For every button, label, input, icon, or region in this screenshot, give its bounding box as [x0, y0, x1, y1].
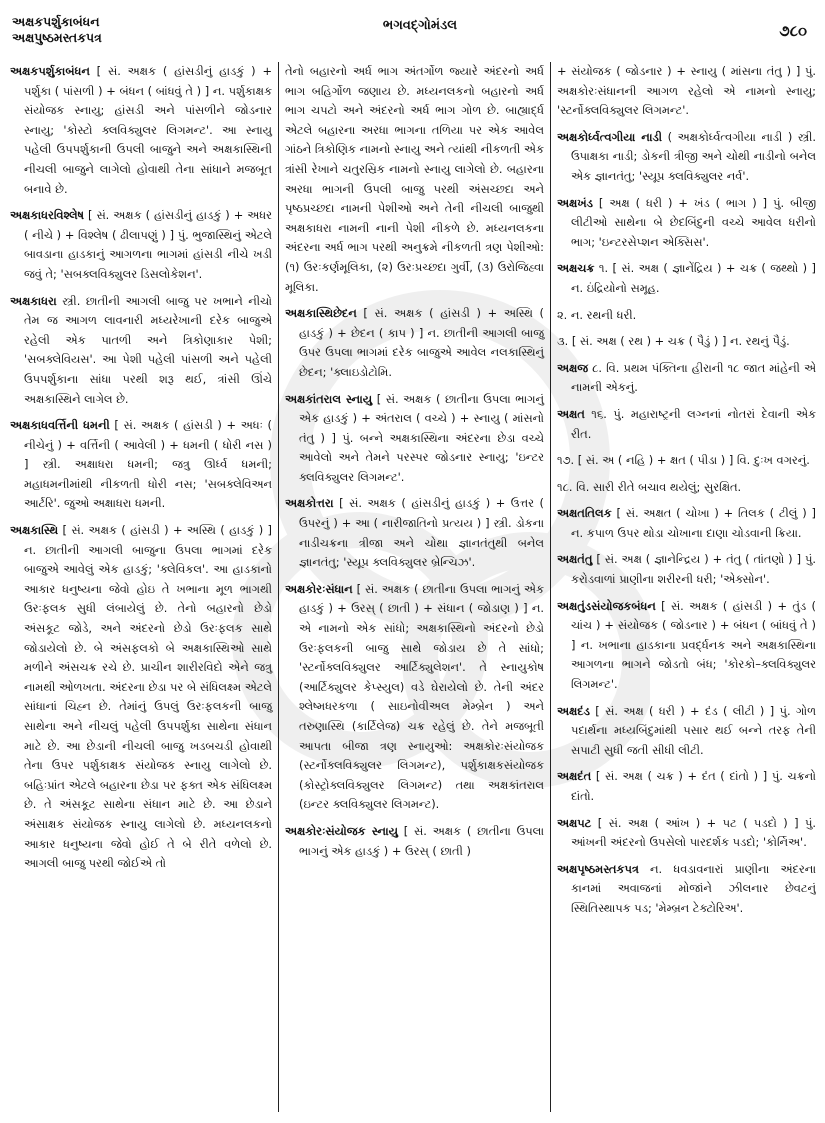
entry-headword: અક્ષકાધવર્ત્તિની ધમની [10, 418, 110, 433]
dictionary-entry [10, 521, 272, 874]
entry-headword: અક્ષત [557, 406, 585, 421]
entry-headword: અક્ષતતિલક [557, 506, 612, 521]
entry-definition: [ સં. અક્ષક ( હાંસડીનું હાડકું ) + ઉત્તર ( ઉપરનું ) + આ ( નારીજાતિનો પ્રત્યય ) ] સ્ત્રી. ડોકના નાડીચક્રના ત્રીજા અને ચોથા જ્ઞાનતંતુથી બનેલ જ્ઞાનતંતુ; 'સ્યૂપ્ર ક્લવિક્યુલર બ્રેન્ચિઝ'. [299, 496, 544, 570]
entry-headword: અક્ષતુંડસંયોજકબંધન [557, 598, 656, 613]
entry-definition: [ સં. અક્ષ ( આંખ ) + પટ ( પડદો ) ] પું. આંખની અંદરનો ઉપસેલો પારદર્શક પડદો; 'કોર્નિઅ'. [571, 815, 816, 850]
entry-definition: [ સં. અક્ષક ( હાંસડી ) + તુંડ ( ચાંચ ) + સંયોજક ( જોડનાર ) + બંધન ( બાંધવું તે ) ] ન. ખભાના હાડકાના પ્રવર્દ્ધનક અને અક્ષકાસ્થિના આગળના ભાગને જોડતો બંધ; 'કોરકો–ક્લવિક્યુલર લિગમન્ટ'. [571, 598, 816, 692]
dictionary-entry [557, 504, 816, 543]
entry-definition: ૮. વિ. પ્રથમ પંક્તિના હીરાની ૧૮ જાત માંહેની એ નામની એકનું. [571, 360, 816, 395]
column-1 [10, 62, 278, 1112]
dictionary-entry [557, 194, 816, 253]
entry-headword: અક્ષકાંતરાલ સ્નાયુ [285, 391, 373, 406]
entry-definition: ૨. ન. રથની ધરી. [557, 307, 637, 322]
entry-headword: અક્ષખંડ [557, 195, 593, 210]
dictionary-entry [557, 128, 816, 187]
entry-headword: અક્ષકોરઃસંધાન [285, 581, 353, 596]
entry-definition: [ સં. અક્ષ ( ધરી ) + દંડ ( લીટી ) ] પું. ગોળ પદાર્થના મધ્યબિંદુમાંથી પસાર થઈ બન્ને તરફ તેની સપાટી સુધી જતી સીધી લીટી. [571, 703, 816, 757]
entry-headword: અક્ષકોત્તરા [285, 496, 334, 511]
column-3 [550, 62, 816, 1112]
entry-headword: અક્ષદંત [557, 769, 592, 784]
dictionary-entry [557, 767, 816, 806]
page-header [0, 0, 825, 56]
entry-definition: ( અક્ષકોર્ધ્વત્વગીયા નાડી ) સ્ત્રી. ઉપાક્ષકા નાડી; ડોકની ત્રીજી અને ચોથી નાડીનો બનેલ એક જ્ઞાનતંતુ; 'સ્યૂપ્ર ક્લવિક્યુલર નર્વ'. [571, 129, 816, 183]
entry-definition: [ સં. અક્ષક ( છાતીના ઉપલા ભાગનું એક હાડકું ) + ઉરસ્ ( છાતી ) + સંધાન ( જોડાણ ) ] ન. એ નામનો એક સાંધો; અક્ષકાસ્થિનો અંદરનો છેડો ઉરઃફલકની બાજુ સાથે જોડાય છે તે સાંધો; 'સ્ટર્નોક્લવિક્યુલર આર્ટિક્યુલેશન'. તે સ્નાયુકોષ (આર્ટિક્યુલર કેપ્સ્યુલ) વડે ઘેરાયેલો છે. તેની અંદર શ્લેષ્મધરકળા ( સાઇનોવીઅલ મેમ્બ્રેન ) અને તરુણાસ્થિ (કાર્ટિલેજ) ચક્ર રહેલું છે. તેને મજબૂતી આપતા બીજા ત્રણ સ્નાયુઓ: અક્ષકોરઃસંયોજક (સ્ટર્નોક્લવિક્યુલર લિગમન્ટ), પર્શુકાક્ષકસંયોજક (કોસ્ટ્રોક્લવિક્યુલર લિગમન્ટ) તથા અક્ષકાંતરાલ (ઇન્ટર ક્લવિક્યુલર લિગમન્ટ). [299, 581, 544, 812]
dictionary-entry [557, 814, 816, 853]
dictionary-entry [10, 292, 272, 410]
entry-definition: ૧૬. પું. મહારાષ્ટ્રની લગ્નનાં નોતરાં દેવાની એક રીત. [571, 406, 816, 441]
entry-definition: [ સં. અક્ષક ( છાતીના ઉપલા ભાગનું એક હાડકું ) + ઉરસ્ ( છાતી ) [299, 823, 544, 858]
dictionary-entry [557, 405, 816, 444]
entry-definition: [ સં. અક્ષ ( જ્ઞાનેન્દ્રિય ) + તંતુ ( તાંતણો ) ] પું. કરોડવાળાં પ્રાણીના શરીરની ધરી; 'એક્સોન'. [571, 552, 816, 587]
dictionary-entry [557, 860, 816, 919]
entry-headword: અક્ષકાધરા [10, 293, 57, 308]
entry-definition: ૧૮. વિ. સારી રીતે બચાવ થયેલું; સુરક્ષિત. [557, 479, 742, 494]
entry-definition: ૧૭. [ સં. અ ( નહિ ) + ક્ષત ( પીડા ) ] વિ. દુઃખ વગરનું. [557, 453, 810, 468]
dictionary-entry [557, 702, 816, 761]
dictionary-entry [285, 822, 544, 861]
entry-definition: [ સં. અક્ષક ( છાતીના ઉપલા ભાગનું એક હાડકું ) + અંતરાલ ( વચ્ચે ) + સ્નાયુ ( માંસનો તંતુ ) ] પું. બન્ને અક્ષકાસ્થિના અંદરના છેડા વચ્ચે આવેલો અને તેમને પરસ્પર જોડનાર સ્નાયુ; 'ઇન્ટર ક્લવિક્યુલર લિગમન્ટ'. [299, 391, 544, 484]
entry-definition: [ અક્ષ ( ધરી ) + ખંડ ( ભાગ ) ] પું. બીજી લીટીઓ સાથેના બે છેદબિંદુની વચ્ચે આવેલ ધરીનો ભાગ; 'ઇન્ટરસેપ્શન એક્સિસ'. [571, 195, 816, 249]
entry-definition: [ સં. અક્ષ ( ચક્ર ) + દંત ( દાંતો ) ] પું. ચક્રનો દાંતો. [571, 769, 816, 803]
entry-headword: અક્ષતંતુ [557, 552, 593, 567]
dictionary-entry [557, 550, 816, 589]
dictionary-entry [557, 359, 816, 398]
entry-definition: ૧. [ સં. અક્ષ ( જ્ઞાનેંદ્રિય ) + ચક્ર ( જથ્થો ) ] ન. ઇંદ્રિયોનો સમૂહ. [571, 261, 816, 295]
entry-headword: અક્ષપટ [557, 815, 592, 830]
guide-word-first: અક્ષકપર્શુકાબંધન [12, 14, 100, 29]
dictionary-columns [10, 62, 816, 1112]
guide-words [12, 14, 102, 46]
entry-headword: અક્ષકાસ્થિછેદન [285, 306, 357, 321]
dictionary-entry [10, 62, 272, 199]
entry-headword: અક્ષચક્ર [557, 261, 595, 276]
dictionary-sense [557, 332, 816, 352]
entry-definition: [ સં. અક્ષક ( હાંસડીનું હાડકું ) + અધર ( નીચે ) + વિશ્લેષ ( ઢીલાપણું ) ] પું. ભુજાસ્થિનું એટલે બાવડાના હાડકાનું આગળના ભાગમાં હાંસડી નીચે ખડી જવું તે; 'સબક્લવિક્યુલર ડિસલોકેશન'. [24, 208, 272, 281]
entry-headword: અક્ષદંડ [557, 703, 590, 718]
entry-headword: અક્ષકપર્શુકાબંધન [10, 64, 90, 78]
dictionary-entry [285, 304, 544, 382]
column-2 [278, 62, 550, 1112]
dictionary-sense [557, 306, 816, 326]
entry-definition: [ સં. અક્ષક ( હાંસડી ) + અસ્થિ ( હાડકું ) + છેદન ( કાપ ) ] ન. છાતીની આગલી બાજુ ઉપર ઉપલા ભાગમાં દરેક બાજુએ આવેલ નલકાસ્થિનું છેદન; 'ક્લાઇડોટોમિ. [299, 306, 544, 379]
dictionary-entry [10, 416, 272, 514]
dictionary-entry [285, 494, 544, 572]
entry-definition: સ્ત્રી. છાતીની આગલી બાજુ પર ખભાને નીચો તેમ જ આગળ લાવનારી મધ્યરેખાની દરેક બાજુએ રહેલી એક પાતળી અને ત્રિકોણાકાર પેશી; 'સબક્લેવિયસ'. આ પેશી પહેલી પાંસળી અને પહેલી ઉપપર્શુકાના સાંધા પરથી શરૂ થઈ, ત્રાંસી ઊંચે અક્ષકાસ્થિને લાગેલ છે. [24, 293, 272, 406]
entry-definition: [ સં. અક્ષક ( હાંસડી ) + અધઃ ( નીચેનું ) + વર્ત્તિની ( આવેલી ) + ધમની ( ધોરી નસ ) ] સ્ત્રી. અક્ષાધરા ધમની; જત્રુ ઊર્ધ્વ ધમની; મહાધમનીમાંથી નીકળતી ધોરી નસ; 'સબક્લેવિઅન આર્ટરિ'. જુઓ અક્ષાધરા ધમની. [24, 418, 272, 511]
dictionary-entry [10, 206, 272, 284]
dictionary-entry [285, 62, 544, 297]
entry-headword: અક્ષજ [557, 360, 589, 375]
entry-definition: ન. ધવડાવનારાં પ્રાણીના અંદરના કાનમાં અવાજનાં મોજાંને ઝીલનાર છેવટનું સ્થિતિસ્થાપક પડ; 'મેમ્બ્રન ટેક્ટોરિઅ'. [571, 861, 816, 915]
entry-definition: + સંયોજક ( જોડનાર ) + સ્નાયુ ( માંસના તંતુ ) ] પું. અક્ષકોરઃસંધાનની આગળ રહેલો એ નામનો સ્નાયુ; 'સ્ટર્નોક્લવિક્યુલર લિગમન્ટ'. [557, 64, 816, 118]
entry-definition: [ સં. અક્ષક ( હાંસડી ) + અસ્થિ ( હાડકું ) ] ન. છાતીની આગલી બાજુના ઉપલા ભાગમાં દરેક બાજુએ આવેલું એક હાડકું; 'ક્લેવિકલ'. આ હાડકાનો આકાર ધનુષ્યના જેવો હોઇ તે ખભાના મૂળ ભાગથી ઉરઃફલક સુધી લંબાયેલું છે. તેનો બહારનો છેડો અંસકૂટ જોડે, અને અંદરનો છેડો ઉરઃફલક સાથે જોડાયેલો છે. બે અંસફલકો બે અક્ષકાસ્થિઓ સાથે મળીને અંસચક્ર રચે છે. પ્રાચીન શારીરવિદો એને જત્રુ નામથી ઓળખતા. અંદરના છેડા પર બે સંધિલક્ષ્મ એટલે સાંધાનાં ચિહ્ન છે. તેમાંનું ઉપલું ઉરઃફલકની બાજુ સાથેના અને નીચલું પહેલી ઉપપર્શુકા સાથેના સંધાન માટે છે. આ છેડાની નીચલી બાજુ ખડબચડી હોવાથી તેના ઉપર પર્શુકાક્ષક સંયોજક સ્નાયુ લાગેલો છે. બહિઃપ્રાંત એટલે બહારના છેડા પર ફક્ત એક સંધિલક્ષ્મ છે. તે અંસકૂટ સાથેના સંધાન માટે છે. આ છેડાને અંસાક્ષક સંયોજક સ્નાયુ લાગેલો છે. મધ્યનલકનો આકાર ધનુષ્યના જેવો હોઈ તે બે રીતે વળેલો છે. આગલી બાજુ પરથી જોઈએ તો [24, 523, 272, 871]
dictionary-entry [285, 390, 544, 488]
dictionary-entry [557, 62, 816, 121]
entry-definition: ૩. [ સં. અક્ષ ( રથ ) + ચક્ર ( પૈડું ) ] ન. રથનું પૈડું. [557, 334, 790, 349]
page-title: ભગવદ્ગોમંડલ [382, 18, 458, 33]
entry-headword: અક્ષકાધરવિશ્લેષ [10, 208, 85, 223]
dictionary-sense [557, 478, 816, 498]
entry-definition: [ સં. અક્ષક ( હાંસડીનું હાડકું ) + પર્શુકા ( પાંસળી ) + બંધન ( બાંધવું તે ) ] ન. પર્શુકાક્ષક સંયોજક સ્નાયુ; હાંસડી અને પાંસળીને જોડનાર સ્નાયુ; 'કોસ્ટો ક્લવિક્યુલર લિગમન્ટ'. આ સ્નાયુ પહેલી ઉપપર્શુકાની ઉપલી બાજુને અને અક્ષકાસ્થિની નીચલી બાજુને લાગેલો હોવાથી તેના સાંધાને મજબૂત બનાવે છે. [24, 64, 272, 196]
page-number: ૭૮૦ [779, 22, 807, 40]
entry-headword: અક્ષપૃષ્ઠમસ્તકપત્ર [557, 861, 639, 876]
dictionary-sense [557, 451, 816, 471]
entry-headword: અક્ષકોરઃસંયોજક સ્નાયુ [285, 823, 398, 838]
entry-headword: અક્ષકાસ્થિ [10, 523, 59, 538]
entry-definition: તેનો બહારનો અર્ધ ભાગ અંતર્ગોળ જ્યારે અંદરનો અર્ધ ભાગ બહિર્ગોળ જણાય છે. મધ્યનલકનો બહારનો અર્ધ ભાગ ચપટો અને અંદરનો અર્ધ ભાગ ગોળ છે. બાહ્યાર્દ્ધ એટલે બહારના અરધા ભાગના તળિયા પર એક આવેલ ગાંઠને ત્રિકોણિક નામનો સ્નાયુ અને ત્યાંથી નીકળતી એક ત્રાંસી રેખાને ચતુરસ્રિક નામનો સ્નાયુ લાગેલો છે. બહારના અરધા ભાગની ઉપલી બાજુ પરથી અંસચ્છદા અને પૃષ્ઠપ્રચ્છદા નામની પેશીઓ અને તેની નીચલી બાજુથી અક્ષકાધરા નામની નાની પેશી નીકળે છે. મધ્યનલકના અંદરના અર્ધ ભાગ પરથી અનુક્રમે નીકળતી ત્રણ પેશીઓ: (૧) ઉરઃકર્ણમૂલિકા, (૨) ઉરઃપ્રચ્છદા ગુર્વી, (૩) ઉરોજિહ્વા મૂલિકા. [285, 64, 544, 294]
dictionary-entry [557, 597, 816, 695]
entry-headword: અક્ષકોર્ધ્વત્વગીયા નાડી [557, 129, 663, 144]
dictionary-entry [557, 259, 816, 298]
entry-definition: [ સં. અક્ષત ( ચોખા ) + તિલક ( ટીલું ) ] ન. કપાળ ઉપર થોડા ચોખાના દાણા ચોડવાની ક્રિયા. [571, 506, 816, 540]
dictionary-entry [285, 580, 544, 815]
guide-word-last: અક્ષપુષ્ઠમસ્તકપત્ર [12, 30, 102, 45]
